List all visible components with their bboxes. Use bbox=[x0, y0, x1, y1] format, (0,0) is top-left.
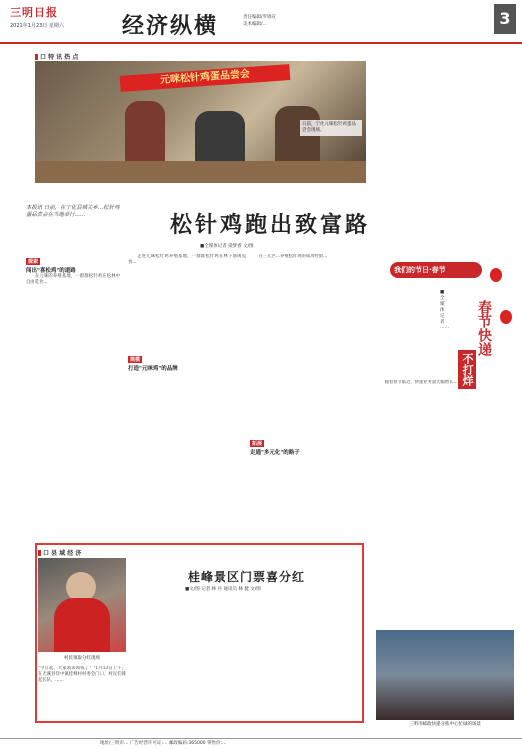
holiday-header: 我们的节日·春节 bbox=[390, 262, 482, 278]
bottom-headline: 桂峰景区门票喜分红 bbox=[188, 570, 306, 584]
bottom-photo-caption: 村民领取分红现场 bbox=[64, 656, 100, 661]
issue-date: 2021年1月23日 星期六 bbox=[10, 23, 64, 29]
sidebar-byline: ■全媒体记者 …… bbox=[440, 290, 449, 330]
holiday-subtitle: 不打烊 bbox=[458, 350, 476, 389]
sub-title-2: 打造"元咪鸡"的品牌 bbox=[128, 366, 178, 373]
column-3: 在三元区…养殖松针鸡的成功经验… 拓展 走通"多元化"的路子 bbox=[250, 254, 368, 536]
page-number: 3 bbox=[494, 4, 516, 34]
bottom-col-3 bbox=[280, 596, 360, 718]
event-banner: 元咪松针鸡蛋品尝会 bbox=[120, 64, 291, 92]
sidebar-text bbox=[376, 292, 436, 372]
bottom-col-1 bbox=[130, 596, 200, 718]
right-column-body: 随着春节临近，快递业务量大幅增长… bbox=[376, 380, 458, 385]
section-kicker: 口 特 讯 热 点 bbox=[35, 52, 78, 61]
byline: ■全媒体记者 梁梦香 文/图 bbox=[200, 244, 254, 249]
right-column-top bbox=[374, 52, 512, 252]
headline: 松针鸡跑出致富路 bbox=[170, 212, 371, 238]
lead-quote: 本报讯 日前，在宁化县城关乡…松针鸡蛋品尝会在当地举行…… bbox=[26, 205, 120, 218]
sidebar-photo-caption: 三明市邮政快递分拣中心忙碌的场景 bbox=[409, 722, 481, 727]
editors: 责任编辑/罗锦宣 美术编辑/… bbox=[243, 15, 277, 27]
lantern-icon bbox=[490, 268, 502, 282]
bottom-photo bbox=[38, 558, 126, 652]
sub-label-2: 规模 bbox=[130, 357, 141, 364]
sub-label-1: 探索 bbox=[28, 259, 39, 265]
paper-logo: 三明日报 bbox=[10, 6, 58, 19]
sub-title-3: 走通"多元化"的路子 bbox=[250, 450, 300, 457]
bottom-kicker: 口 县 域 经 济 bbox=[38, 548, 81, 557]
photo-caption: 日前，宁化元咪松针鸡蛋品尝会现场。 bbox=[300, 120, 362, 136]
column-1: 探索 闯出"喜松鸡"的道路 在元咪的养殖基地，一群群松针鸡在松林中自由觅食… bbox=[26, 259, 120, 286]
sidebar-photo bbox=[376, 630, 514, 720]
sub-title-1: 闯出"喜松鸡"的道路 bbox=[26, 268, 76, 275]
lantern-icon bbox=[500, 310, 512, 324]
bottom-col-2 bbox=[204, 596, 276, 718]
bottom-byline: ■文/图 记者 林 丹 通讯员 林 健 文/图 bbox=[185, 587, 261, 592]
footer: 地址/三明市… 广告经营许可证:… 邮政编码:365000 零售价:… bbox=[0, 738, 522, 749]
bottom-lead: "今日起，大家领来领钱了！"1月13日上午，在尤溪县洋中镇桂峰村村委会门口，村民们排起长队，…… bbox=[38, 666, 126, 684]
section-title: 经济纵横 bbox=[122, 13, 219, 39]
sub-label-3: 拓展 bbox=[252, 441, 263, 448]
holiday-title: 春节快递 bbox=[476, 300, 492, 356]
column-2: 走进元咪松针鸡养殖基地，一群群松针鸡在林下悠闲觅食… 规模 打造"元咪鸡"的品牌 bbox=[128, 254, 246, 373]
